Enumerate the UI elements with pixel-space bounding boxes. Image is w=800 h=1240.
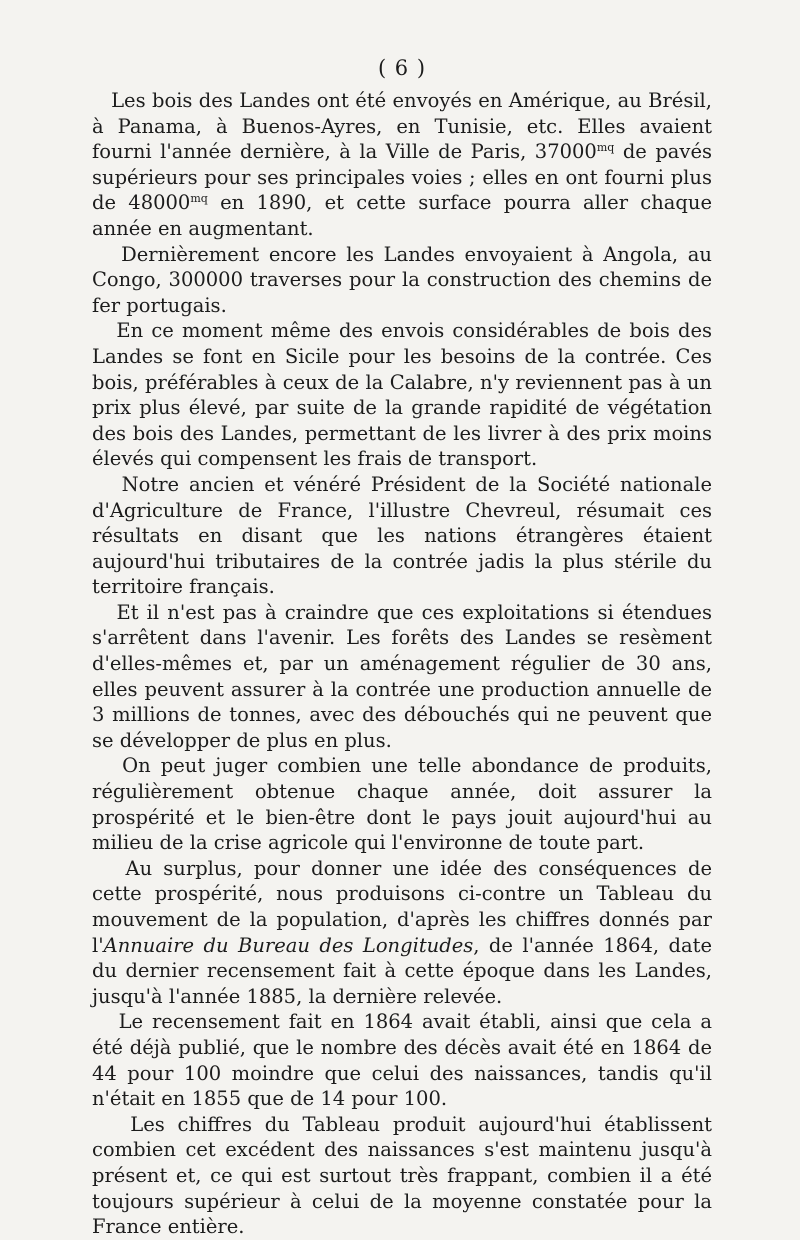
paragraph-5: [92, 600, 712, 754]
paragraph-1: [92, 88, 712, 242]
unit-superscript: mq: [596, 141, 615, 155]
paragraph-4-text: Notre ancien et vénéré Président de la Société nationale d'Agriculture de France, l'illustre Chevreul, résumait ces résultats en disant que les nations étrangères étaient aujourd'hui tributaires de la contrée jadis la plus stérile du territoire français.: [92, 472, 712, 599]
unit-superscript: mq: [190, 192, 208, 206]
paragraph-1-part-c: en 1890, et cette surface pourra aller chaque année en augmentant.: [92, 191, 712, 240]
paragraph-7-part-b: , de l'année 1864, date du dernier recensement fait à cette époque dans les Landes, jusqu'à l'année 1885, la dernière relevée.: [92, 933, 712, 1008]
paragraph-4: [92, 472, 712, 600]
paragraph-8-text: Le recensement fait en 1864 avait établi, ainsi que cela a été déjà publié, que le nombre des décès avait été en 1864 de 44 pour 100 moindre que celui des naissances, tandis qu'il n'était en 1855 que de 14 pour 100.: [92, 1010, 712, 1111]
paragraph-3-text: En ce moment même des envois considérables de bois des Landes se font en Sicile pour les besoins de la contrée. Ces bois, préférables à ceux de la Calabre, n'y reviennent pas à un prix plus élevé, par suite de la grande rapidité de végétation des bois des Landes, permettant de les livrer à des prix moins élevés qui compensent les frais de transport.: [92, 319, 712, 471]
paragraph-7-part-a: Au surplus, pour donner une idée des conséquences de cette prospérité, nous produisons ci-contre un Tableau du mouvement de la population, d'après les chiffres donnés par l': [92, 856, 712, 957]
paragraph-5-text: Et il n'est pas à craindre que ces exploitations si étendues s'arrêtent dans l'avenir. Les forêts des Landes se resèment d'elles-mêmes et, par un aménagement régulier de 30 ans, elles peuvent assurer à la contrée une production annuelle de 3 millions de tonnes, avec des débouchés qui ne peuvent que se développer de plus en plus.: [92, 600, 712, 752]
paragraph-9-text: Les chiffres du Tableau produit aujourd'hui établissent combien cet excédent des naissances s'est maintenu jusqu'à présent et, ce qui est surtout très frappant, combien il a été toujours supérieur à celui de la moyenne constatée pour la France entière.: [92, 1112, 712, 1239]
publication-title: Annuaire du Bureau des Longitudes: [103, 933, 474, 957]
paragraph-3: [92, 318, 712, 472]
paragraph-9: [92, 1112, 712, 1240]
paragraph-6-text: On peut juger combien une telle abondance de produits, régulièrement obtenue chaque année, doit assurer la prospérité et le bien-être dont le pays jouit aujourd'hui au milieu de la crise agricole qui l'environne de toute part.: [92, 754, 712, 855]
paragraph-8: [92, 1009, 712, 1111]
paragraph-1-part-b: de pavés supérieurs pour ses principales voies ; elles en ont fourni plus de 48000: [92, 140, 712, 215]
paragraph-1-part-a: Les bois des Landes ont été envoyés en Amérique, au Brésil, à Panama, à Buenos-Ayres, en Tunisie, etc. Elles avaient fourni l'année dernière, à la Ville de Paris, 37000: [92, 89, 712, 164]
body-text: [92, 88, 712, 1240]
paragraph-6: [92, 753, 712, 855]
page-number: ( 6 ): [377, 56, 427, 80]
paragraph-7: [92, 856, 712, 1010]
paragraph-2: [92, 242, 712, 319]
paragraph-2-text: Dernièrement encore les Landes envoyaient à Angola, au Congo, 300000 traverses pour la construction des chemins de fer portugais.: [92, 242, 712, 317]
